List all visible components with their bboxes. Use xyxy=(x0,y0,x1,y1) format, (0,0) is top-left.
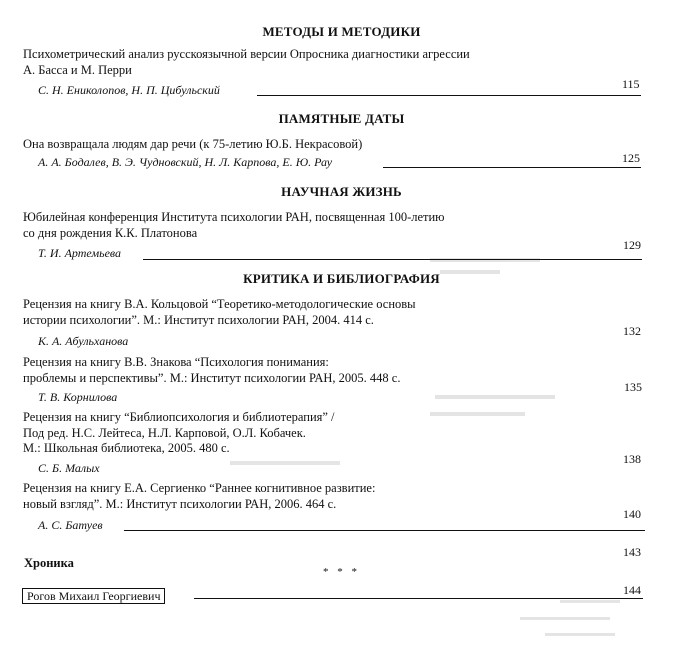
entry-divider xyxy=(383,167,641,168)
entry-title-line: Под ред. Н.С. Лейтеса, Н.Л. Карповой, О.Л. Кобачек. xyxy=(23,425,306,440)
entry-title-line: Рецензия на книгу В.В. Знакова “Психология понимания: xyxy=(23,355,329,369)
chronicle-label[interactable]: Хроника xyxy=(24,556,74,570)
entry-page-number: 115 xyxy=(622,77,640,91)
obituary-page-number: 144 xyxy=(623,583,641,597)
section-heading: КРИТИКА И БИБЛИОГРАФИЯ xyxy=(243,271,440,286)
entry-title-line: Рецензия на книгу Е.А. Сергиенко “Раннее когнитивное развитие: xyxy=(23,481,376,495)
entry-title[interactable] xyxy=(23,410,335,457)
entry-authors: С. Н. Ениколопов, Н. П. Цибульский xyxy=(38,83,220,97)
section-heading: НАУЧНАЯ ЖИЗНЬ xyxy=(281,184,402,199)
entry-page-number: 138 xyxy=(623,452,641,466)
entry-title[interactable] xyxy=(23,210,445,241)
entry-authors: Т. В. Корнилова xyxy=(38,390,118,404)
entry-authors: Т. И. Артемьева xyxy=(38,246,122,260)
entry-divider xyxy=(194,598,643,599)
obituary-name[interactable]: Рогов Михаил Георгиевич xyxy=(22,588,165,604)
entry-page-number: 135 xyxy=(624,380,642,394)
entry-authors: С. Б. Малых xyxy=(38,461,100,475)
entry-title-line: со дня рождения К.К. Платонова xyxy=(23,225,198,240)
entry-authors: А. А. Бодалев, В. Э. Чудновский, Н. Л. Карпова, Е. Ю. Рау xyxy=(38,155,333,169)
entry-title-line: Юбилейная конференция Института психологии РАН, посвященная 100-летию xyxy=(23,210,445,224)
entry-title-line: Она возвращала людям дар речи (к 75-летию Ю.Б. Некрасовой) xyxy=(23,137,363,151)
entry-title[interactable] xyxy=(23,297,416,328)
entry-page-number: 132 xyxy=(623,324,641,338)
entry-page-number: 140 xyxy=(623,507,641,521)
section-heading: ПАМЯТНЫЕ ДАТЫ xyxy=(278,111,405,126)
entry-title-line: Психометрический анализ русскоязычной версии Опросника диагностики агрессии xyxy=(23,47,470,61)
entry-authors: А. С. Батуев xyxy=(38,518,103,532)
entry-title-line: А. Басса и М. Перри xyxy=(23,62,132,77)
chronicle-page-number: 143 xyxy=(623,545,641,559)
entry-title-line: Рецензия на книгу В.А. Кольцовой “Теоретико-методологические основы xyxy=(23,297,416,311)
entry-title[interactable] xyxy=(23,355,400,386)
entry-authors: К. А. Абульханова xyxy=(38,334,129,348)
entry-title[interactable] xyxy=(23,47,470,78)
entry-title[interactable] xyxy=(23,137,362,153)
entry-title-line: М.: Школьная библиотека, 2005. 480 с. xyxy=(23,441,230,455)
entry-divider xyxy=(143,259,642,260)
entry-divider xyxy=(257,95,641,96)
entry-page-number: 125 xyxy=(622,151,640,165)
entry-title-line: проблемы и перспективы”. М.: Институт психологии РАН, 2005. 448 с. xyxy=(23,370,401,385)
entry-title-line: новый взгляд”. М.: Институт психологии РАН, 2006. 464 с. xyxy=(23,496,337,511)
section-separator: * * * xyxy=(323,566,360,578)
entry-title-line: истории психологии”. М.: Институт психологии РАН, 2004. 414 с. xyxy=(23,312,374,327)
section-heading: МЕТОДЫ И МЕТОДИКИ xyxy=(262,24,421,39)
entry-page-number: 129 xyxy=(623,238,641,252)
entry-title-line: Рецензия на книгу “Библиопсихология и библиотерапия” / xyxy=(23,410,335,424)
entry-divider xyxy=(124,530,645,531)
entry-title[interactable] xyxy=(23,481,375,512)
